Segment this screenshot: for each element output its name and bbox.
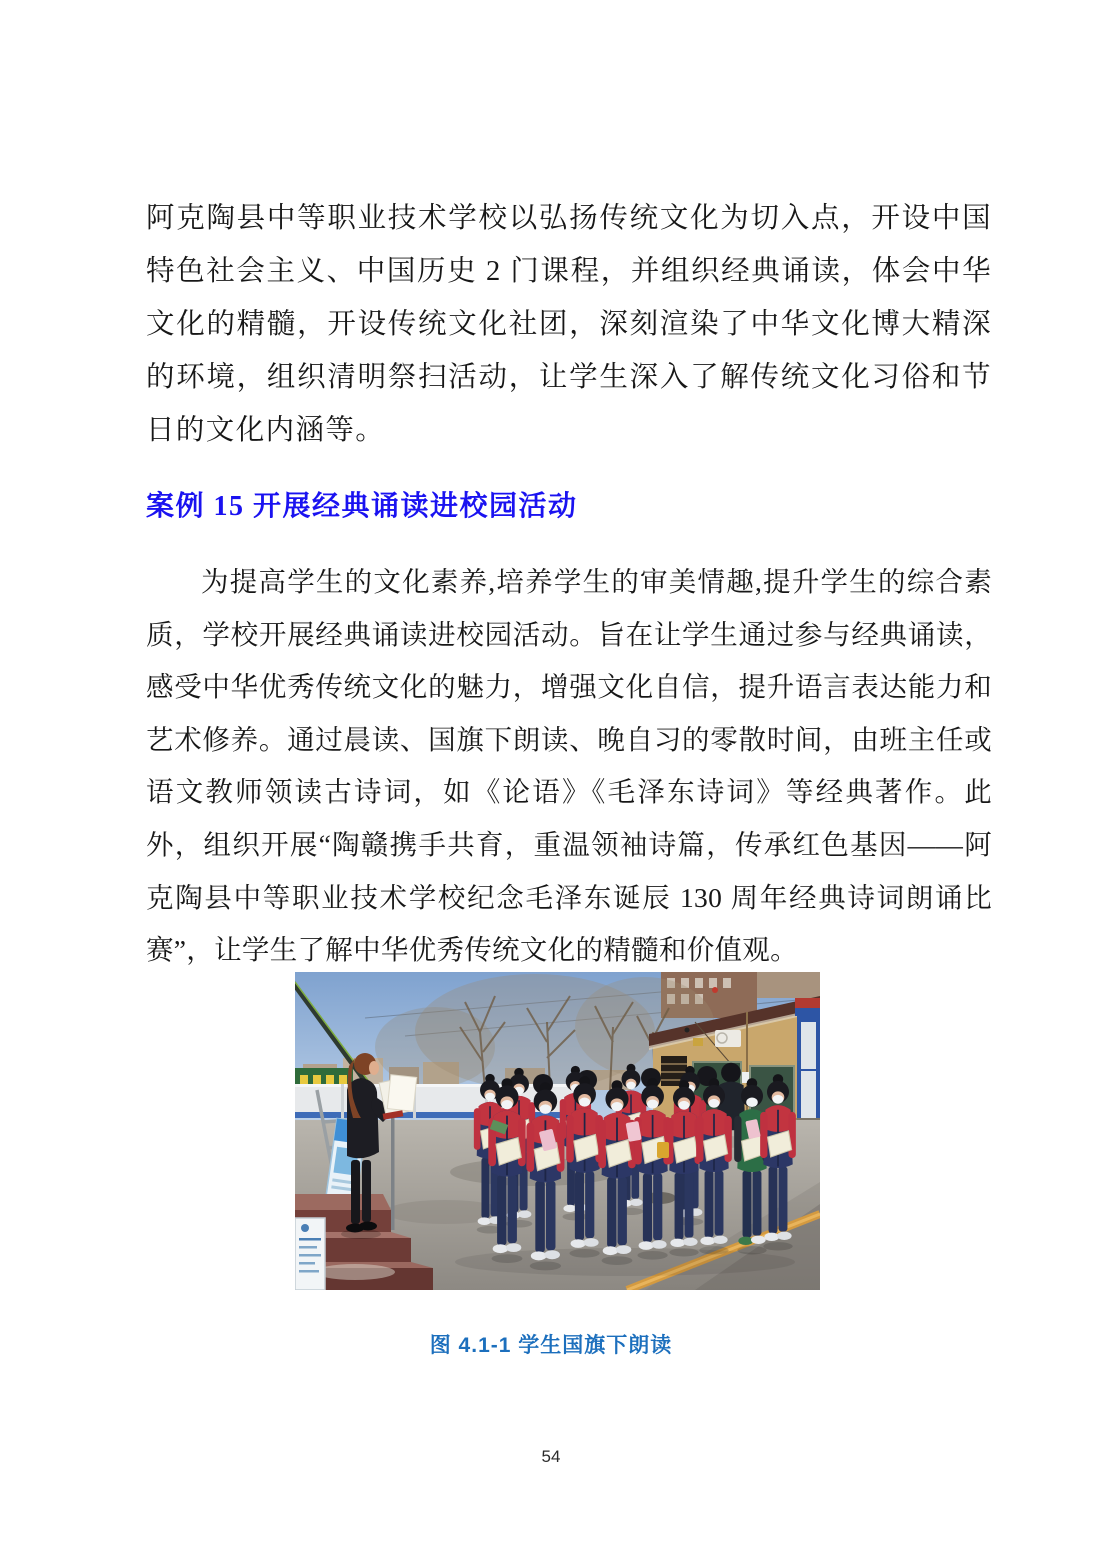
figure-caption: 图 4.1-1 学生国旗下朗读 bbox=[429, 1334, 673, 1357]
body-paragraph-2: 为提高学生的文化素养,培养学生的审美情趣,提升学生的综合素质，学校开展经典诵读进校园活动。旨在让学生通过参与经典诵读，感受中华优秀传统文化的魅力，增强文化自信，提升语言表达能力和艺术修养。通过晨读、国旗下朗读、晚自习的零散时间，由班主任或语文教师领读古诗词，如《论语》《毛泽东诗词》等经典著作。此外，组织开展“陶赣携手共育，重温领袖诗篇，传承红色基因——阿克陶县中等职业技术学校纪念毛泽东诞辰 130 周年经典诗词朗诵比赛”，让学生了解中华优秀传统文化的精髓和价值观。 bbox=[146, 566, 992, 966]
photo-illustration bbox=[295, 972, 820, 1290]
body-paragraph-1: 阿克陶县中等职业技术学校以弘扬传统文化为切入点，开设中国特色社会主义、中国历史 2 门课程，并组织经典诵读，体会中华文化的精髓，开设传统文化社团，深刻渲染了中华文化博大精深的环境，组织清明祭扫活动，让学生深入了解传统文化习俗和节日的文化内涵等。 bbox=[146, 203, 992, 446]
figure-photo-students-reading bbox=[295, 972, 820, 1290]
page-number: 54 bbox=[541, 1447, 561, 1466]
case-heading: 案例 15 开展经典诵读进校园活动 bbox=[146, 491, 578, 522]
photo-info-sign bbox=[295, 1218, 325, 1290]
